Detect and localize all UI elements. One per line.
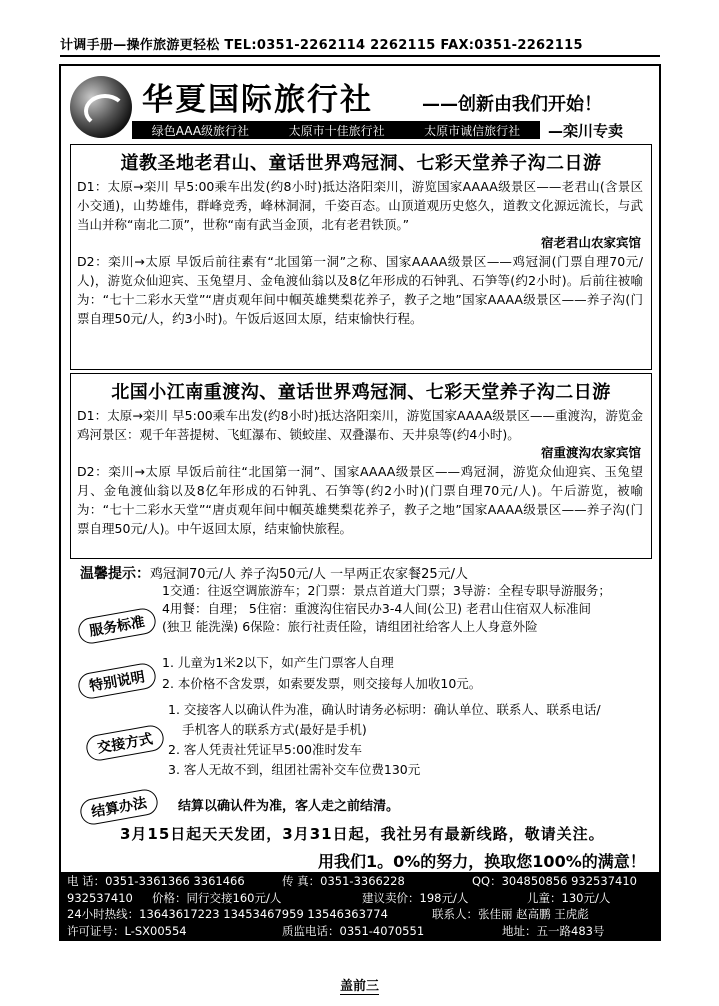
contact-qq-2: 932537410 bbox=[67, 890, 133, 905]
contact-hotline: 24小时热线：13643617223 13453467959 13546363774 bbox=[67, 907, 388, 921]
contact-qq: QQ：304850856 932537410 bbox=[472, 874, 637, 888]
route-1-day-2: D2：栾川→太原 早饭后前往素有“北国第一洞”之称、国家AAAA级景区——鸡冠洞(门票自理70元/人)，游览众仙迎宾、玉兔望月、金龟渡仙翁以及8亿年形成的石钟乳、石笋等(约2小时)。后前往被喻为：“七十二彩水天堂”“唐贞观年间中帼英雄樊梨花养子，教子之地”国家AAAA级景区——养子沟(门票自理50元/人，约3小时)。午饭后返回太原，结束愉快行程。 bbox=[77, 254, 643, 326]
contact-child-price: 儿童：130元/人 bbox=[527, 890, 611, 905]
contact-person: 联系人：张佳丽 赵高鹏 王虎彪 bbox=[432, 907, 589, 921]
header-contact-line: 计调手册—操作旅游更轻松 TEL:0351-2262114 2262115 FAX:0351-2262115 bbox=[60, 34, 660, 57]
launch-notice: 3月15日起天天发团，3月31日起，我社另有最新线路，敬请关注。 bbox=[120, 825, 605, 843]
handover-1b: 手机客人的联系方式(最好是手机) bbox=[182, 722, 367, 737]
page-label: 盖前三 bbox=[339, 979, 379, 994]
rating-1: 绿色AAA级旅行社 bbox=[151, 123, 250, 138]
handover-1: 1. 交接客人以确认件为准，确认时请务必标明：确认单位、联系人、联系电话/ bbox=[168, 702, 601, 717]
page-footer bbox=[0, 975, 719, 994]
route-2-day-2: D2：栾川→太原 早饭后前往“北国第一洞”、国家AAAA级景区——鸡冠洞，游览众仙迎宾、玉兔望月、金龟渡仙翁以及8亿年形成的石钟乳、石笋等(约2小时)(门票自理70元/人)。午后游览，被喻为：“七十二彩水天堂”“唐贞观年间中帼英雄樊梨花养子，教子之地”国家AAAA级景区——养子沟(门票自理50元/人)。中午返回太原，结束愉快旅程。 bbox=[77, 464, 643, 536]
contact-address: 地址：五一路483号 bbox=[502, 923, 605, 938]
contact-price: 价格：同行交接160元/人 bbox=[152, 890, 282, 905]
route-2-day-1: D1：太原→栾川 早5:00乘车出发(约8小时)抵达洛阳栾川，游览国家AAAA级景区——重渡沟，游览金鸡河景区：观千年菩提树、飞虹瀑布、锁蛟崖、双叠瀑布、天井泉等(约4小时)。 bbox=[77, 408, 643, 442]
handover-badge: 交接方式 bbox=[84, 723, 165, 762]
settlement-badge: 结算办法 bbox=[78, 787, 159, 826]
handover-2: 2. 客人凭责社凭证早5:00准时发车 bbox=[168, 742, 362, 757]
route-1-title: 道教圣地老君山、童话世界鸡冠洞、七彩天堂养子沟二日游 bbox=[120, 153, 602, 174]
contact-complaint-phone: 质监电话：0351-4070551 bbox=[282, 923, 425, 938]
motto: 用我们1。0%的努力，换取您100%的满意！ bbox=[318, 852, 646, 871]
route-1-lodge: 宿老君山农家宾馆 bbox=[540, 235, 641, 250]
route-1-box bbox=[70, 144, 652, 370]
note-2: 2. 本价格不含发票，如索要发票，则交接每人加收10元。 bbox=[162, 676, 482, 691]
contact-suggest-price: 建议卖价：198元/人 bbox=[362, 890, 469, 905]
settlement-text: 结算以确认件为准，客人走之前结清。 bbox=[178, 799, 400, 814]
service-line-2: 4用餐：自理； 5住宿：重渡沟住宿民办3-4人间(公卫) 老君山住宿双人标准间 bbox=[162, 601, 592, 616]
agency-logo-icon bbox=[70, 76, 132, 138]
tips bbox=[80, 563, 468, 583]
service-badge: 服务标准 bbox=[76, 606, 157, 645]
handover-section bbox=[168, 700, 652, 780]
contact-fax: 传 真：0351-3366228 bbox=[282, 874, 405, 888]
ratings-banner bbox=[132, 121, 540, 139]
notes-badge: 特别说明 bbox=[76, 661, 157, 700]
special-label: —栾川专卖 bbox=[548, 122, 624, 140]
contact-license: 许可证号：L-SX00554 bbox=[67, 923, 187, 938]
route-1-day-1: D1：太原→栾川 早5:00乘车出发(约8小时)抵达洛阳栾川，游览国家AAAA级景区——老君山(含景区小交通)，山势雄伟，群峰竞秀，峰林洞洞，千姿百态。山顶道观历史悠久，道教文化源远流长，与武当山并称“南北二顶”，世称“南有武当金顶，北有老君铁顶。” bbox=[77, 179, 643, 232]
service-line-1: 1交通：往返空调旅游车；2门票：景点首道大门票；3导游：全程专职导游服务； bbox=[162, 583, 611, 598]
rating-2: 太原市十佳旅行社 bbox=[288, 123, 385, 138]
service-line-3: (独卫 能洗澡) 6保险：旅行社责任险，请组团社给客人上人身意外险 bbox=[162, 619, 538, 634]
special-notes bbox=[162, 652, 652, 694]
route-2-box bbox=[70, 373, 652, 559]
handover-3: 3. 客人无故不到，组团社需补交车位费130元 bbox=[168, 762, 421, 777]
agency-slogan: ——创新由我们开始！ bbox=[422, 94, 602, 115]
rating-3: 太原市诚信旅行社 bbox=[424, 123, 521, 138]
agency-name: 华夏国际旅行社 bbox=[142, 82, 373, 118]
route-2-lodge: 宿重渡沟农家宾馆 bbox=[540, 445, 641, 460]
service-standards bbox=[162, 582, 652, 636]
contact-block bbox=[61, 872, 659, 939]
tips-text: 鸡冠洞70元/人 养子沟50元/人 一早两正农家餐25元/人 bbox=[150, 567, 469, 582]
contact-phone: 电 话：0351-3361366 3361466 bbox=[67, 874, 245, 888]
route-2-title: 北国小江南重渡沟、童话世界鸡冠洞、七彩天堂养子沟二日游 bbox=[111, 382, 611, 403]
tips-label: 温馨提示： bbox=[80, 566, 150, 582]
note-1: 1. 儿童为1米2以下，如产生门票客人自理 bbox=[162, 655, 394, 670]
